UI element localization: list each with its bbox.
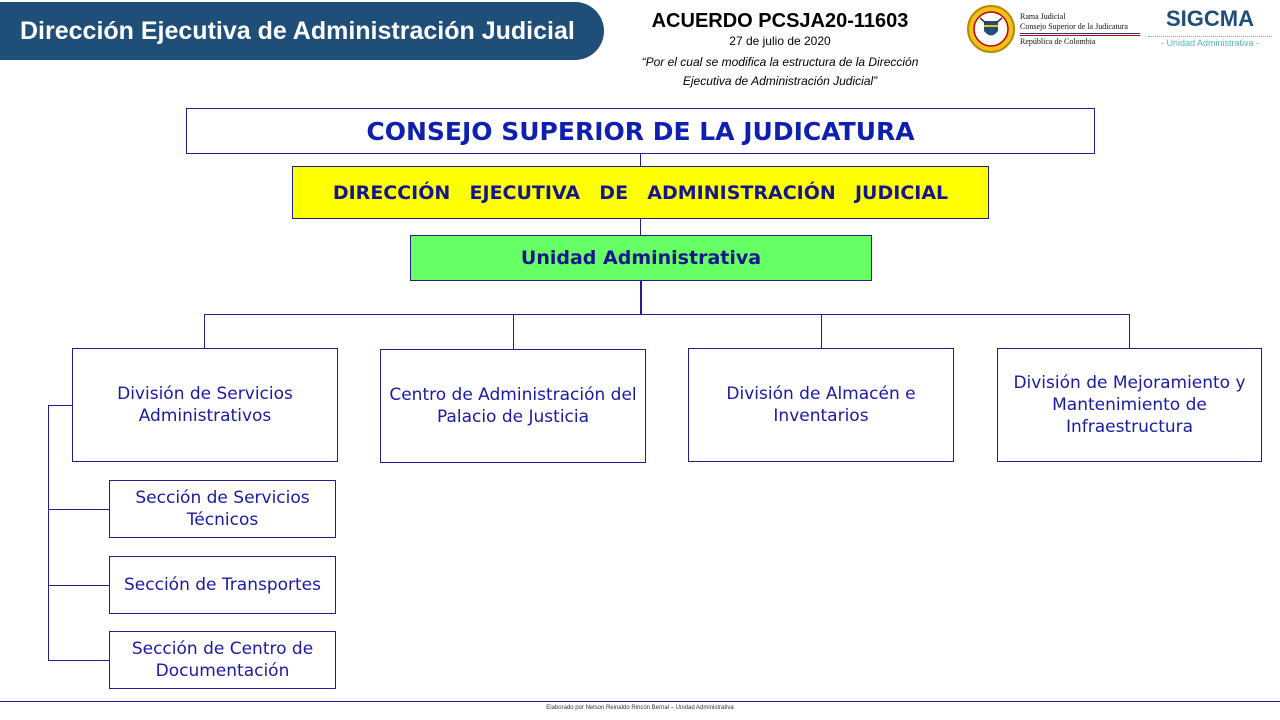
connector-ua-bus [640, 281, 642, 315]
logo-line3: República de Colombia [1020, 37, 1096, 46]
sigcma-title: SIGCMA [1166, 6, 1254, 31]
acuerdo-block [615, 10, 945, 91]
acuerdo-description: “Por el cual se modifica la estructura de la Dirección Ejecutiva de Administración Judicial” [641, 55, 919, 88]
section-label: Sección de Transportes [124, 575, 321, 595]
connector-section-2 [48, 585, 109, 586]
connector-section-3 [48, 660, 109, 661]
sigcma-subtitle: - Unidad Administrativa - [1148, 36, 1272, 48]
division-label: Centro de Administración del Palacio de Justicia [389, 385, 637, 427]
sigcma-logo [1148, 6, 1272, 48]
node-consejo-superior-label: CONSEJO SUPERIOR DE LA JUDICATURA [366, 116, 915, 146]
acuerdo-date: 27 de julio de 2020 [729, 34, 831, 48]
coat-of-arms-icon [966, 4, 1016, 54]
sections-spine-line [48, 405, 49, 661]
connector-section-1 [48, 509, 109, 510]
footer-credit: Elaborado por Nelson Reinaldo Rincón Bernal – Unidad Administrativa [546, 705, 734, 711]
acuerdo-number: ACUERDO PCSJA20-11603 [651, 10, 909, 32]
division-bus-line [204, 314, 1130, 315]
connector-division-3 [821, 314, 822, 348]
connector-division-1 [204, 314, 205, 348]
logo-line1: Rama Judicial [1020, 12, 1066, 21]
node-seccion-servicios-tecnicos [109, 480, 336, 538]
node-direccion-ejecutiva-label: DIRECCIÓN EJECUTIVA DE ADMINISTRACIÓN JUDICIAL [332, 181, 949, 204]
connector-deaj-ua [640, 219, 641, 235]
node-division-mejoramiento-infraestructura [997, 348, 1262, 462]
logo-rule-blue [1020, 33, 1140, 34]
node-consejo-superior [186, 108, 1095, 154]
node-direccion-ejecutiva [292, 166, 989, 219]
division-label: División de Almacén e Inventarios [726, 384, 916, 426]
node-centro-administracion-palacio [380, 349, 646, 463]
connector-division-2 [513, 314, 514, 349]
footer-divider [0, 701, 1280, 702]
division-label: División de Mejoramiento y Mantenimiento de Infraestructura [1013, 373, 1246, 437]
rama-judicial-logo-text [1020, 12, 1140, 47]
node-division-servicios-administrativos [72, 348, 338, 462]
logo-line2: Consejo Superior de la Judicatura [1020, 22, 1128, 31]
node-unidad-administrativa-label: Unidad Administrativa [520, 247, 762, 269]
section-label: Sección de Centro de Documentación [131, 639, 314, 681]
node-unidad-administrativa [410, 235, 872, 281]
connector-csj-deaj [640, 154, 641, 166]
node-seccion-transportes [109, 556, 336, 614]
banner-title: Dirección Ejecutiva de Administración Judicial [20, 16, 575, 45]
connector-division-4 [1129, 314, 1130, 348]
division-label: División de Servicios Administrativos [117, 384, 293, 426]
connector-sections-top [48, 405, 72, 406]
logo-rule-red [1020, 35, 1140, 36]
node-division-almacen-inventarios [688, 348, 954, 462]
section-label: Sección de Servicios Técnicos [135, 488, 310, 530]
header-banner [0, 2, 604, 60]
node-seccion-centro-documentacion [109, 631, 336, 689]
